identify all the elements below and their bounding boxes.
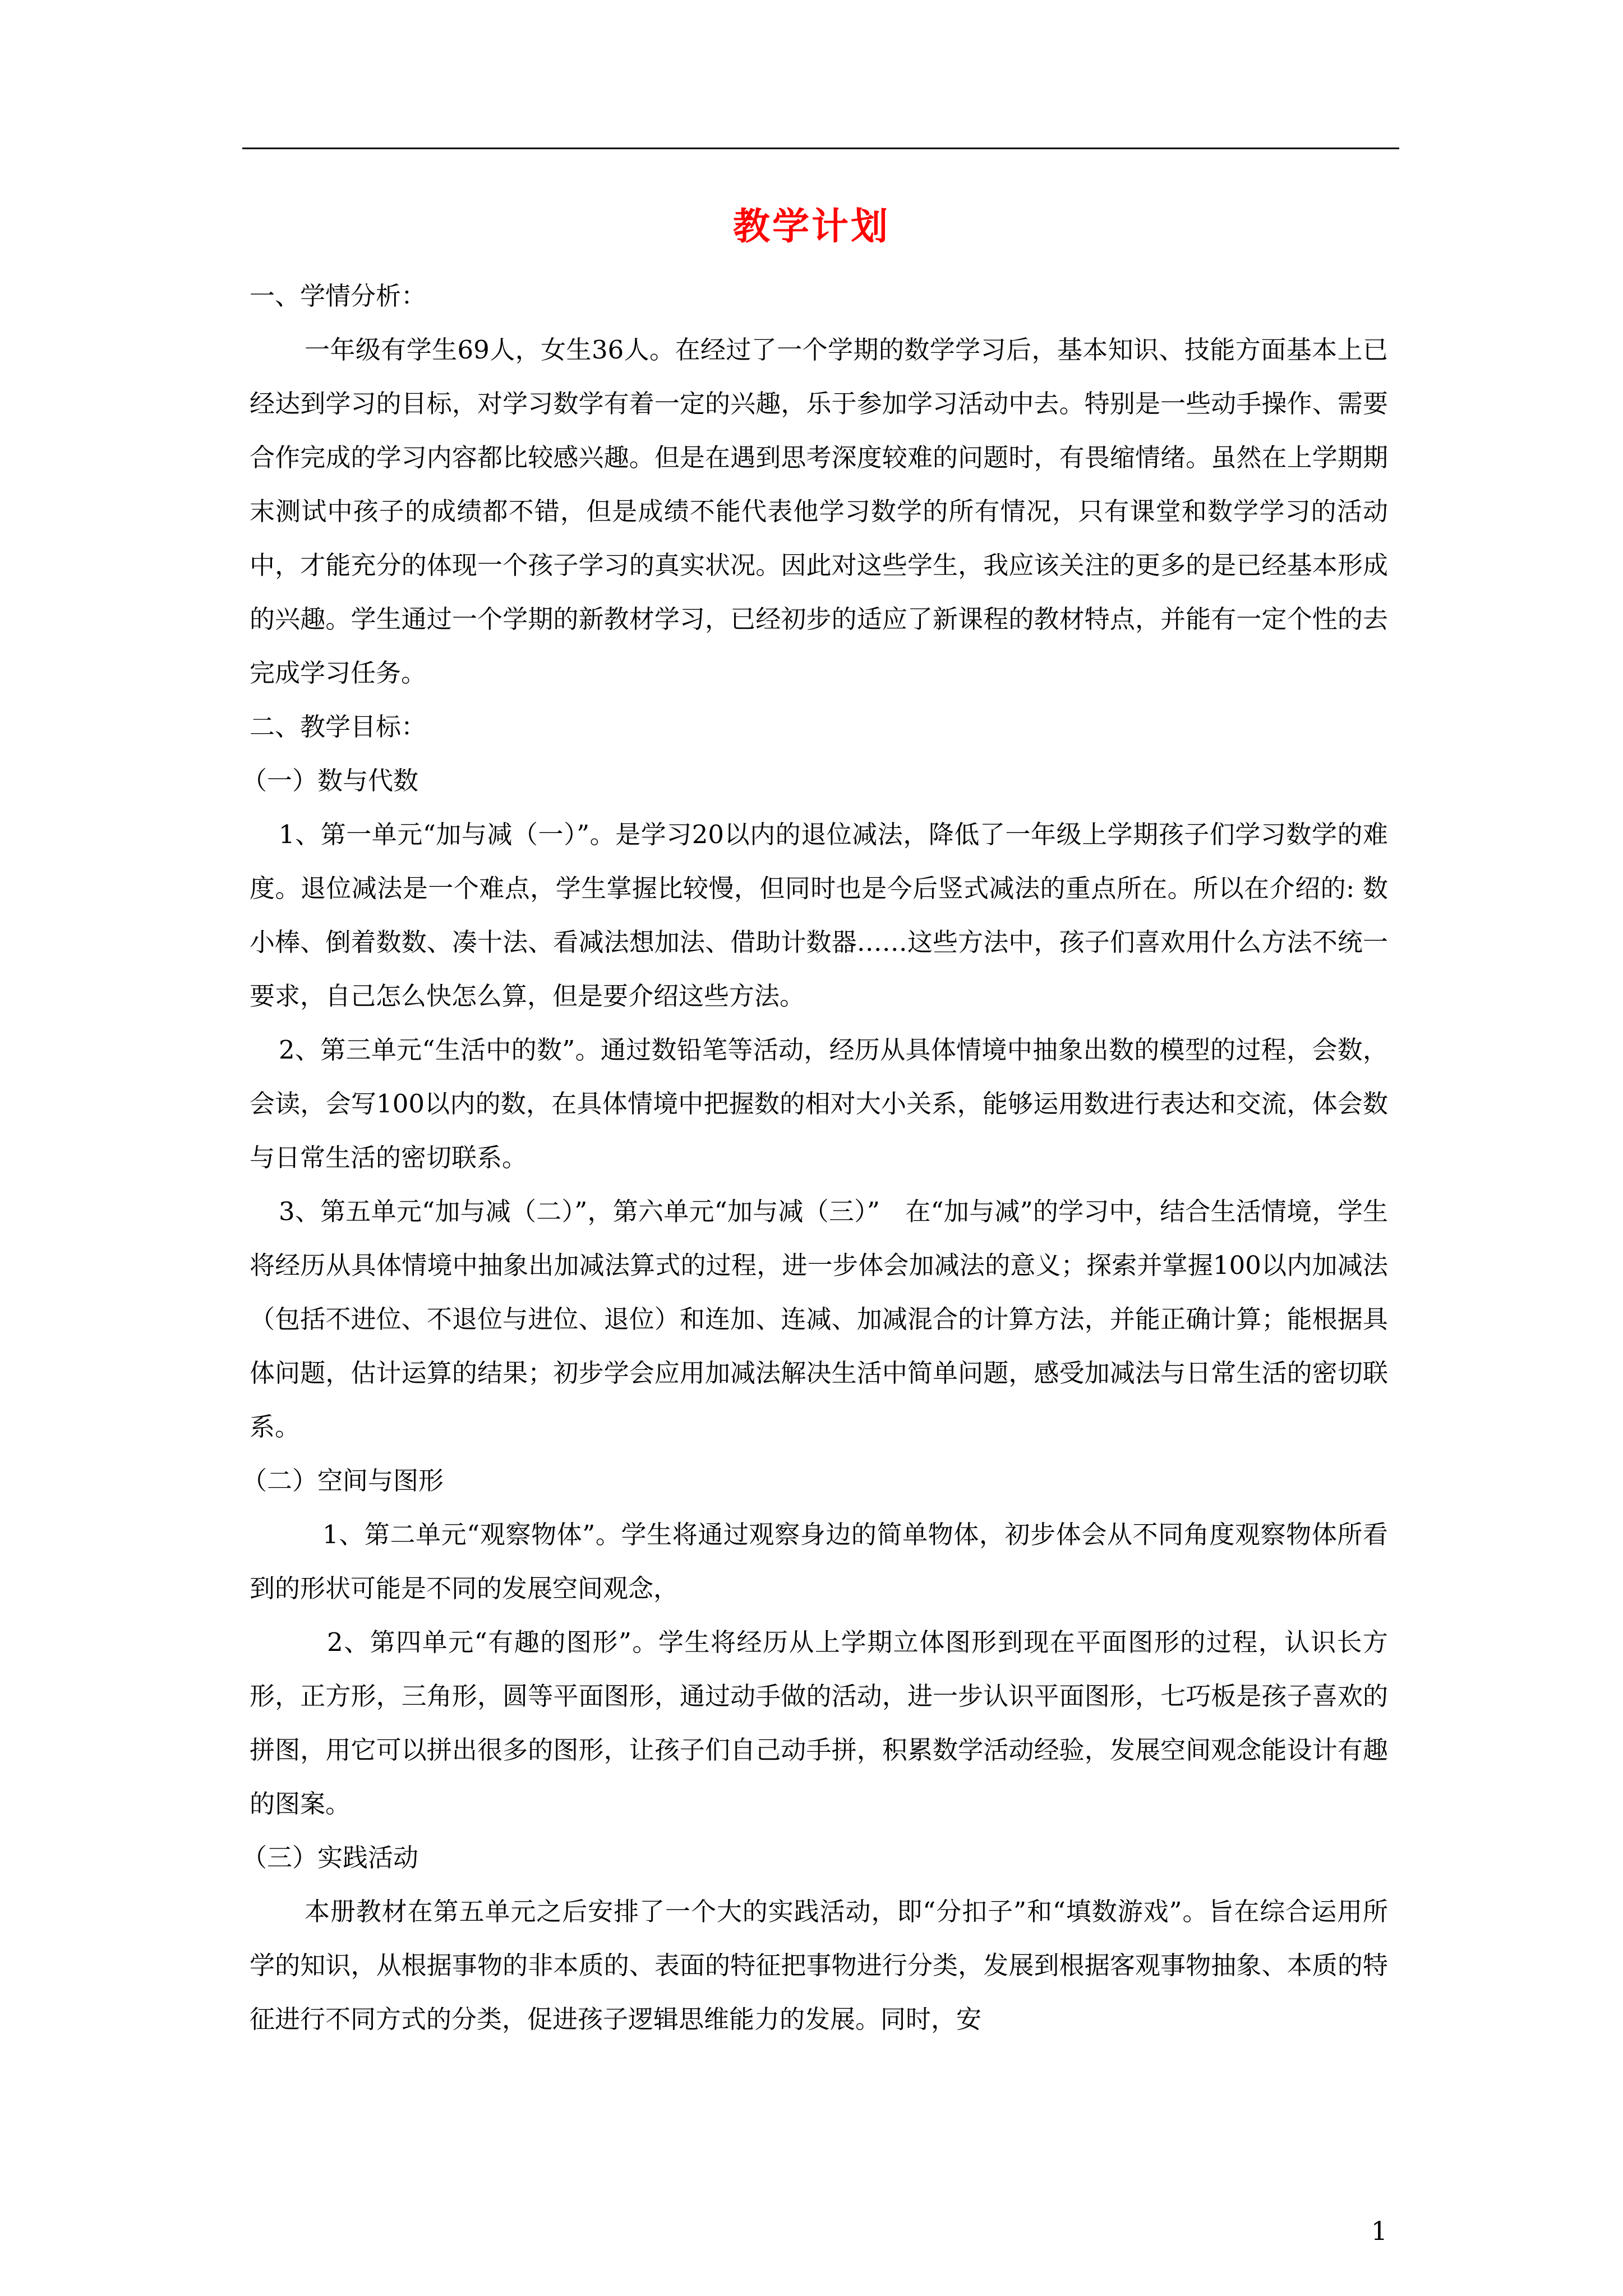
subsection-heading: （二）空间与图形 <box>242 1466 444 1496</box>
paragraph: 本册教材在第五单元之后安排了一个大的实践活动，即“分扣子”和“填数游戏”。旨在综合运用所学的知识，从根据事物的非本质的、表面的特征把事物进行分类，发展到根据客观事物抽象、本质的特征进行不同方式的分类，促进孩子逻辑思维能力的发展。同时，安 <box>250 1897 1388 2034</box>
header-rule <box>242 148 1399 149</box>
subsection-heading: （三）实践活动 <box>242 1843 419 1872</box>
subsection-heading: （一）数与代数 <box>242 766 419 795</box>
section-heading: 二、教学目标： <box>250 712 427 742</box>
document-title: 教学计划 <box>733 204 890 248</box>
paragraph: 2、第三单元“生活中的数”。通过数铅笔等活动，经历从具体情境中抽象出数的模型的过程，会数，会读，会写100以内的数，在具体情境中把握数的相对大小关系，能够运用数进行表达和交流，体会数与日常生活的密切联系。 <box>250 1035 1388 1172</box>
paragraph: 3、第五单元“加与减（二）”，第六单元“加与减（三）” 在“加与减”的学习中，结合生活情境，学生将经历从具体情境中抽象出加减法算式的过程，进一步体会加减法的意义；探索并掌握100以内加减法（包括不进位、不退位与进位、退位）和连加、连减、加减混合的计算方法，并能正确计算；能根据具体问题，估计运算的结果；初步学会应用加减法解决生活中简单问题，感受加减法与日常生活的密切联系。 <box>250 1197 1388 1442</box>
paragraph: 2、第四单元“有趣的图形”。学生将经历从上学期立体图形到现在平面图形的过程，认识长方形，正方形，三角形，圆等平面图形，通过动手做的活动，进一步认识平面图形，七巧板是孩子喜欢的拼图，用它可以拼出很多的图形，让孩子们自己动手拼，积累数学活动经验，发展空间观念能设计有趣的图案。 <box>250 1627 1388 1819</box>
paragraph: 1、第一单元“加与减（一）”。是学习20以内的退位减法，降低了一年级上学期孩子们学习数学的难度。退位减法是一个难点，学生掌握比较慢，但同时也是今后竖式减法的重点所在。所以在介绍的: 数小棒、倒着数数、凑十法、看减法想加法、借助计数器……这些方法中，孩子们喜欢用什么方法不统一要求，自己怎么快怎么算，但是要介绍这些方法。 <box>250 820 1388 1011</box>
section-heading: 一、学情分析： <box>250 281 427 311</box>
document-body <box>242 269 1388 2046</box>
paragraph: 1、第二单元“观察物体”。学生将通过观察身边的简单物体，初步体会从不同角度观察物体所看到的形状可能是不同的发展空间观念， <box>250 1520 1388 1603</box>
paragraph: 一年级有学生69人，女生36人。在经过了一个学期的数学学习后，基本知识、技能方面基本上已经达到学习的目标，对学习数学有着一定的兴趣，乐于参加学习活动中去。特别是一些动手操作、需要合作完成的学习内容都比较感兴趣。但是在遇到思考深度较难的问题时，有畏缩情绪。虽然在上学期期末测试中孩子的成绩都不错，但是成绩不能代表他学习数学的所有情况，只有课堂和数学学习的活动中，才能充分的体现一个孩子学习的真实状况。因此对这些学生，我应该关注的更多的是已经基本形成的兴趣。学生通过一个学期的新教材学习，已经初步的适应了新课程的教材特点，并能有一定个性的去完成学习任务。 <box>250 335 1388 688</box>
page-number: 1 <box>1371 2216 1387 2246</box>
